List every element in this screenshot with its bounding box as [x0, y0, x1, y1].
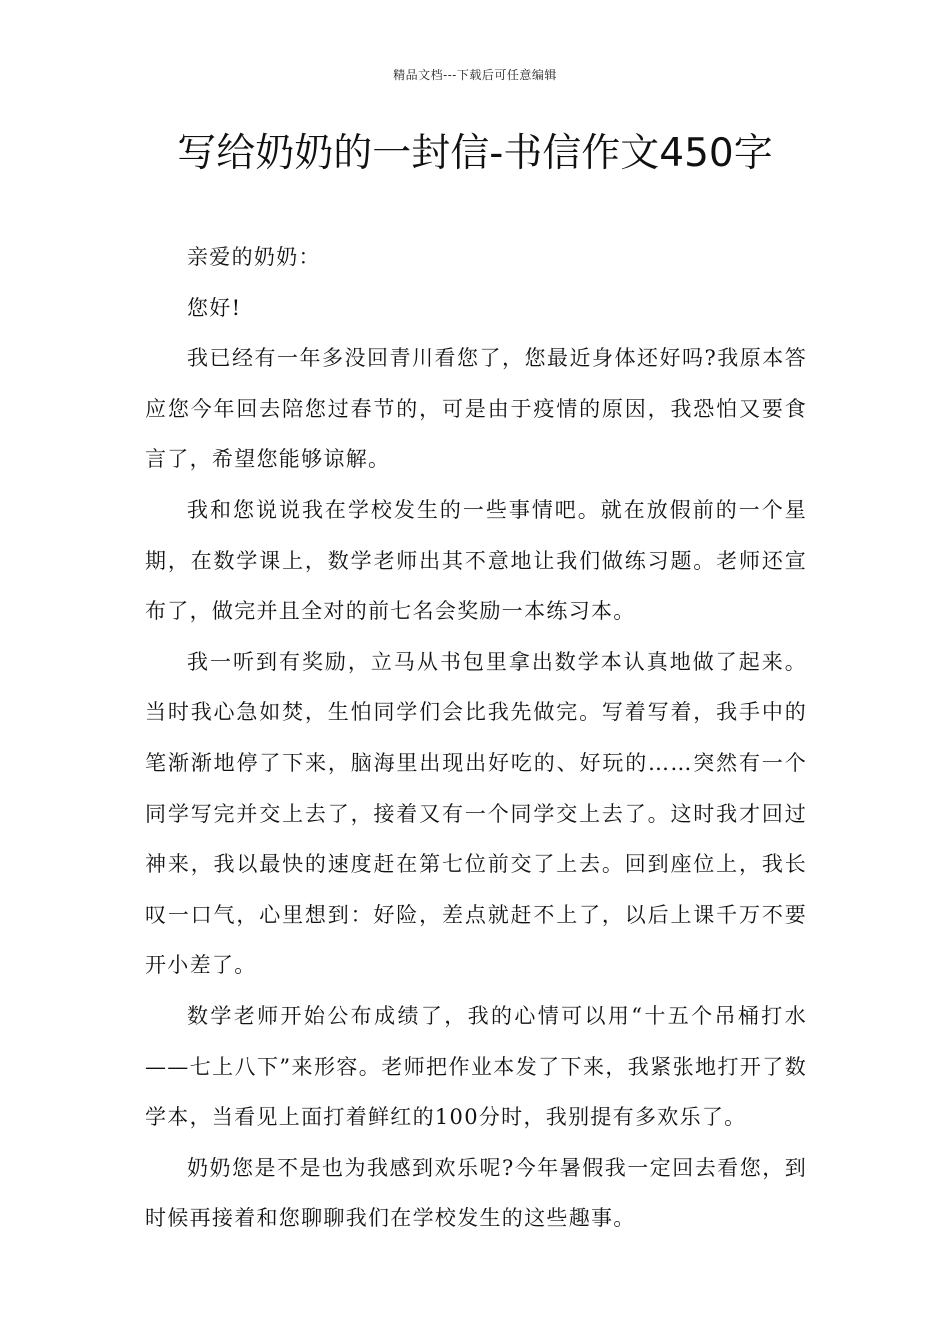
paragraph: 我一听到有奖励，立马从书包里拿出数学本认真地做了起来。当时我心急如焚，生怕同学们会比我先做完。写着写着，我手中的笔渐渐地停了下来，脑海里出现出好吃的、好玩的……突然有一个同学写完并交上去了，接着又有一个同学交上去了。这时我才回过神来，我以最快的速度赶在第七位前交了上去。回到座位上，我长叹一口气，心里想到：好险，差点就赶不上了，以后上课千万不要开小差了。	[145, 649, 807, 978]
greeting: 您好!	[187, 295, 242, 320]
paragraph: 数学老师开始公布成绩了，我的心情可以用“十五个吊桶打水——七上八下”来形容。老师把作业本发了下来，我紧张地打开了数学本，当看见上面打着鲜红的100分时，我别提有多欢乐了。	[145, 1003, 807, 1130]
letter-body	[145, 232, 807, 1244]
header-note: 精品文档---下载后可任意编辑	[393, 68, 557, 82]
paragraph: 我和您说说我在学校发生的一些事情吧。就在放假前的一个星期，在数学课上，数学老师出其不意地让我们做练习题。老师还宣布了，做完并且全对的前七名会奖励一本练习本。	[145, 497, 807, 624]
salutation: 亲爱的奶奶：	[187, 245, 321, 269]
paragraph: 我已经有一年多没回青川看您了，您最近身体还好吗?我原本答应您今年回去陪您过春节的，可是由于疫情的原因，我恐怕又要食言了，希望您能够谅解。	[145, 346, 807, 472]
paragraph: 奶奶您是不是也为我感到欢乐呢?今年暑假我一定回去看您，到时候再接着和您聊聊我们在学校发生的这些趣事。	[145, 1155, 807, 1231]
document-title: 写给奶奶的一封信-书信作文450字	[177, 131, 773, 176]
